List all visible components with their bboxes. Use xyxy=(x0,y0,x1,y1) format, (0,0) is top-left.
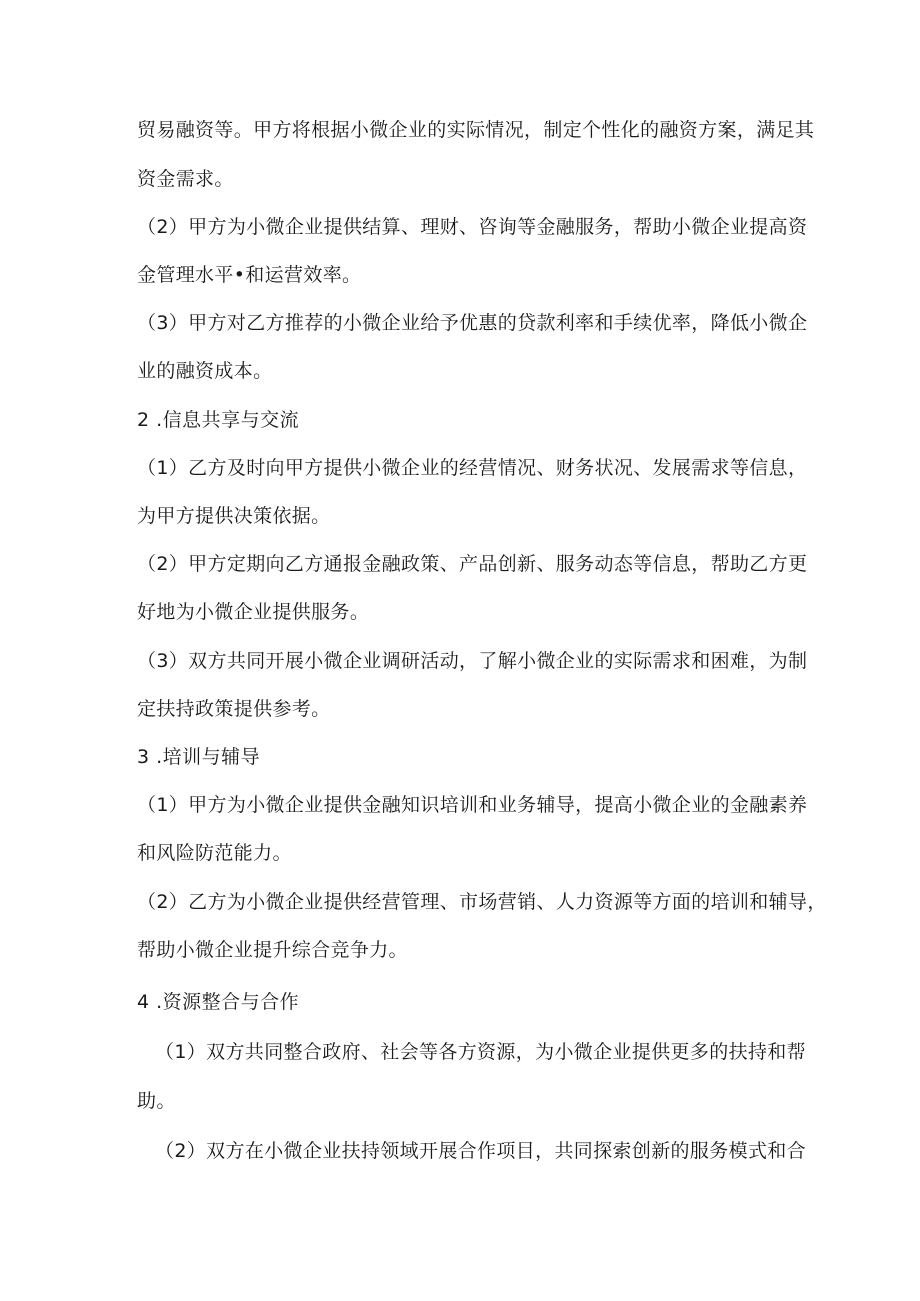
section-heading-2: 2 .信息共享与交流 xyxy=(137,409,300,431)
text-line-9: 为甲方提供决策依据。 xyxy=(137,505,331,527)
text-line-12: （3）双方共同开展小微企业调研活动，了解小微企业的实际需求和困难，为制 xyxy=(137,650,808,672)
text-line-16: 和风险防范能力。 xyxy=(137,842,292,864)
text-line-6: 业的融资成本。 xyxy=(137,360,273,382)
text-line-17: （2）乙方为小微企业提供经营管理、市场营销、人力资源等方面的培训和辅导， xyxy=(137,891,827,913)
text-line-13: 定扶持政策提供参考。 xyxy=(137,698,331,720)
text-line-20: （1）双方共同整合政府、社会等各方资源，为小微企业提供更多的扶持和帮 xyxy=(155,1041,806,1063)
text-line-3: （2）甲方为小微企业提供结算、理财、咨询等金融服务，帮助小微企业提高资 xyxy=(137,216,808,238)
text-line-15: （1）甲方为小微企业提供金融知识培训和业务辅导，提高小微企业的金融素养 xyxy=(137,794,808,816)
section-heading-3: 3 .培训与辅导 xyxy=(137,746,261,768)
text-line-8: （1）乙方及时向甲方提供小微企业的经营情况、财务状况、发展需求等信息， xyxy=(137,457,808,479)
text-line-22: （2）双方在小微企业扶持领域开展合作项目，共同探索创新的服务模式和合 xyxy=(155,1140,806,1162)
text-line-11: 好地为小微企业提供服务。 xyxy=(137,601,370,623)
text-line-1: 贸易融资等。甲方将根据小微企业的实际情况，制定个性化的融资方案，满足其 xyxy=(137,119,815,141)
text-line-2: 资金需求。 xyxy=(137,168,234,190)
text-line-4: 金管理水平•和运营效率。 xyxy=(137,264,362,286)
text-line-21: 助。 xyxy=(137,1090,176,1112)
text-line-18: 帮助小微企业提升综合竞争力。 xyxy=(137,939,408,961)
section-heading-4: 4 .资源整合与合作 xyxy=(137,991,300,1013)
text-line-10: （2）甲方定期向乙方通报金融政策、产品创新、服务动态等信息，帮助乙方更 xyxy=(137,553,808,575)
text-line-5: （3）甲方对乙方推荐的小微企业给予优惠的贷款利率和手续优率，降低小微企 xyxy=(137,312,808,334)
